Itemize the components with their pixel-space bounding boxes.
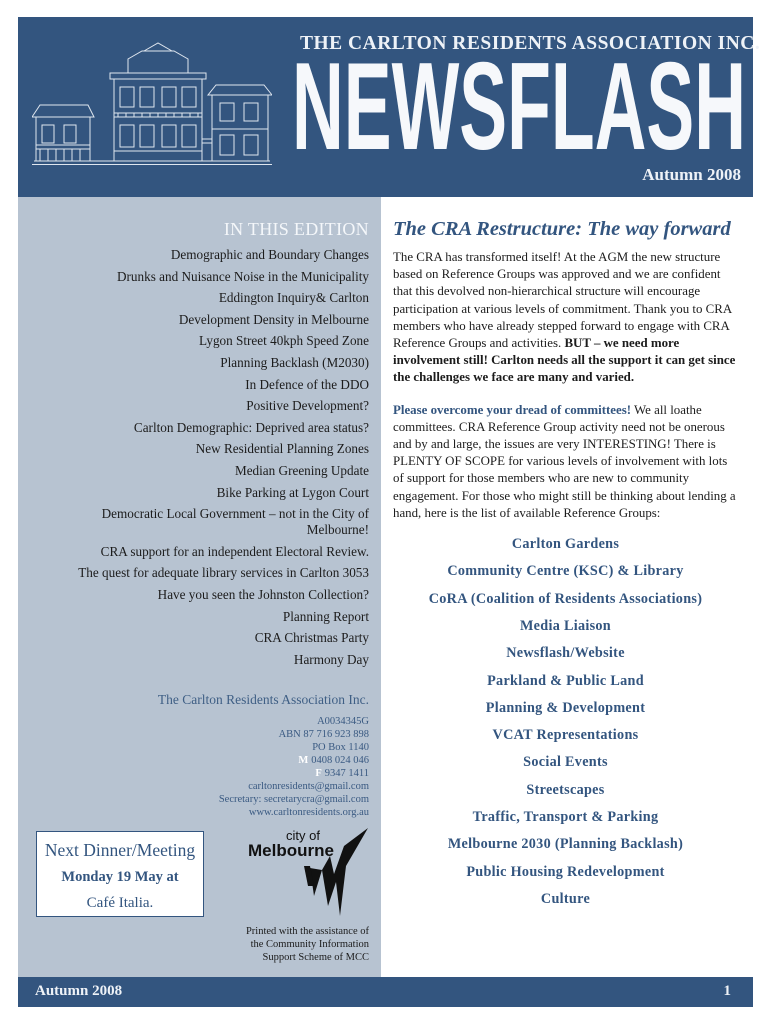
city-of-melbourne-logo — [244, 826, 374, 922]
contents-item: Development Density in Melbourne — [178, 311, 369, 327]
mobile-number: 0408 024 046 — [311, 755, 369, 766]
contents-item: Bike Parking at Lygon Court — [216, 484, 369, 500]
abn: ABN 87 716 923 898 — [278, 729, 369, 740]
reference-group: Parkland & Public Land — [487, 672, 644, 689]
contents-item: Median Greening Update — [234, 462, 369, 478]
reference-group: Carlton Gardens — [511, 536, 620, 553]
paragraph-lead: Please overcome your dread of committees! — [393, 402, 632, 417]
reference-groups-list — [393, 536, 738, 907]
contents-item: CRA Christmas Party — [254, 630, 369, 646]
association-number: A0034345G — [317, 716, 369, 727]
article-paragraph — [393, 249, 738, 387]
issue-season: Autumn 2008 — [642, 165, 741, 184]
edition-title: IN THIS EDITION — [223, 219, 369, 239]
association-name: The Carlton Residents Association Inc. — [157, 692, 369, 707]
contents-item: Carlton Demographic: Deprived area status? — [133, 419, 369, 435]
reference-group: Community Centre (KSC) & Library — [447, 563, 684, 580]
contents-item: Positive Development? — [246, 398, 369, 414]
newsflash-masthead — [292, 45, 748, 161]
email: carltonresidents@gmail.com — [248, 781, 369, 792]
website: www.carltonresidents.org.au — [248, 807, 369, 818]
main-article — [393, 218, 738, 918]
contents-item: Demographic and Boundary Changes — [170, 247, 369, 262]
fax-line — [219, 767, 369, 780]
reference-group: Social Events — [523, 754, 608, 771]
reference-group: VCAT Representations — [492, 727, 639, 744]
reference-group: Melbourne 2030 (Planning Backlash) — [447, 836, 684, 853]
printed-notice — [246, 925, 369, 964]
association-title: THE CARLTON RESIDENTS ASSOCIATION INC. — [300, 33, 761, 54]
terrace-houses-illustration — [32, 39, 272, 165]
contents-item: New Residential Planning Zones — [195, 441, 369, 457]
contact-details — [219, 715, 369, 819]
dinner-venue: Café Italia. — [86, 895, 154, 911]
contents-item: The quest for adequate library services in Carlton 3053 — [78, 565, 369, 581]
po-box: PO Box 1140 — [312, 742, 369, 753]
next-dinner-box — [36, 831, 204, 917]
page-number: 1 — [723, 983, 731, 999]
contents-item: Drunks and Nuisance Noise in the Municipality — [117, 268, 369, 284]
contents-item: Have you seen the Johnston Collection? — [157, 586, 369, 602]
contents-item: Harmony Day — [293, 651, 369, 667]
reference-group: Public Housing Redevelopment — [466, 863, 665, 880]
reference-group: Streetscapes — [526, 781, 605, 798]
reference-group: CoRA (Coalition of Residents Associations) — [428, 590, 703, 607]
fax-key: F — [315, 768, 322, 779]
logo-big-text: Melbourne — [248, 841, 334, 860]
dinner-heading: Next Dinner/Meeting — [44, 840, 196, 860]
masthead-text: NEWSFLASH — [292, 45, 746, 161]
reference-group: Traffic, Transport & Parking — [472, 809, 659, 826]
contents-item: Eddington Inquiry& Carlton — [218, 290, 369, 306]
paragraph-text: We all loathe committees. CRA Reference Group activity need not be onerous and by and large, the issues are very INTERESTING! There is PLENTY OF SCOPE for various levels of involvement with lots of support for those members who are new to community engagement. For those who might still be thinking about lending a hand, here is the list of available Reference Groups: — [393, 402, 736, 520]
contents-item: In Defence of the DDO — [245, 376, 369, 392]
reference-group: Culture — [540, 890, 591, 907]
contents-item: Lygon Street 40kph Speed Zone — [199, 333, 369, 349]
reference-group: Planning & Development — [485, 699, 646, 716]
reference-group: Media Liaison — [519, 617, 611, 634]
logo-small-text: city of — [286, 828, 320, 843]
footer-bar — [18, 977, 753, 1007]
fax-number: 9347 1411 — [324, 768, 369, 779]
reference-group: Newsflash/Website — [506, 645, 625, 662]
contents-item: Planning Backlash (M2030) — [220, 354, 369, 370]
article-title: The CRA Restructure: The way forward — [393, 218, 731, 240]
contents-item: CRA support for an independent Electoral Review. — [100, 543, 369, 559]
printed-line: the Community Information — [250, 939, 369, 950]
masthead-banner — [18, 17, 761, 197]
contents-list — [39, 247, 369, 673]
paragraph-text: The CRA has transformed itself! At the AGM the new structure based on Reference Groups was approved and we are confident that this devolved non-hierarchical structure will encourage participation at various levels of commitment. Thank you to CRA members who have already stepped forward to engage with CRA Reference Groups and activities. — [393, 250, 732, 351]
footer-season: Autumn 2008 — [35, 983, 123, 999]
paragraph-emphasis: BUT – we need more involvement still! Carlton needs all the support it can get since the challenges we face are many and varied. — [393, 336, 736, 385]
printed-line: Support Scheme of MCC — [262, 952, 369, 963]
dinner-date: Monday 19 May at — [61, 869, 179, 885]
contents-item: Democratic Local Government – not in the City of Melbourne! — [101, 506, 369, 538]
printed-line: Printed with the assistance of — [245, 926, 369, 937]
sidebar — [18, 197, 381, 977]
contents-item: Planning Report — [282, 608, 369, 624]
secretary-email: Secretary: secretarycra@gmail.com — [218, 794, 369, 805]
mobile-line — [219, 754, 369, 767]
mobile-key: M — [298, 755, 309, 766]
article-paragraph — [393, 402, 738, 522]
